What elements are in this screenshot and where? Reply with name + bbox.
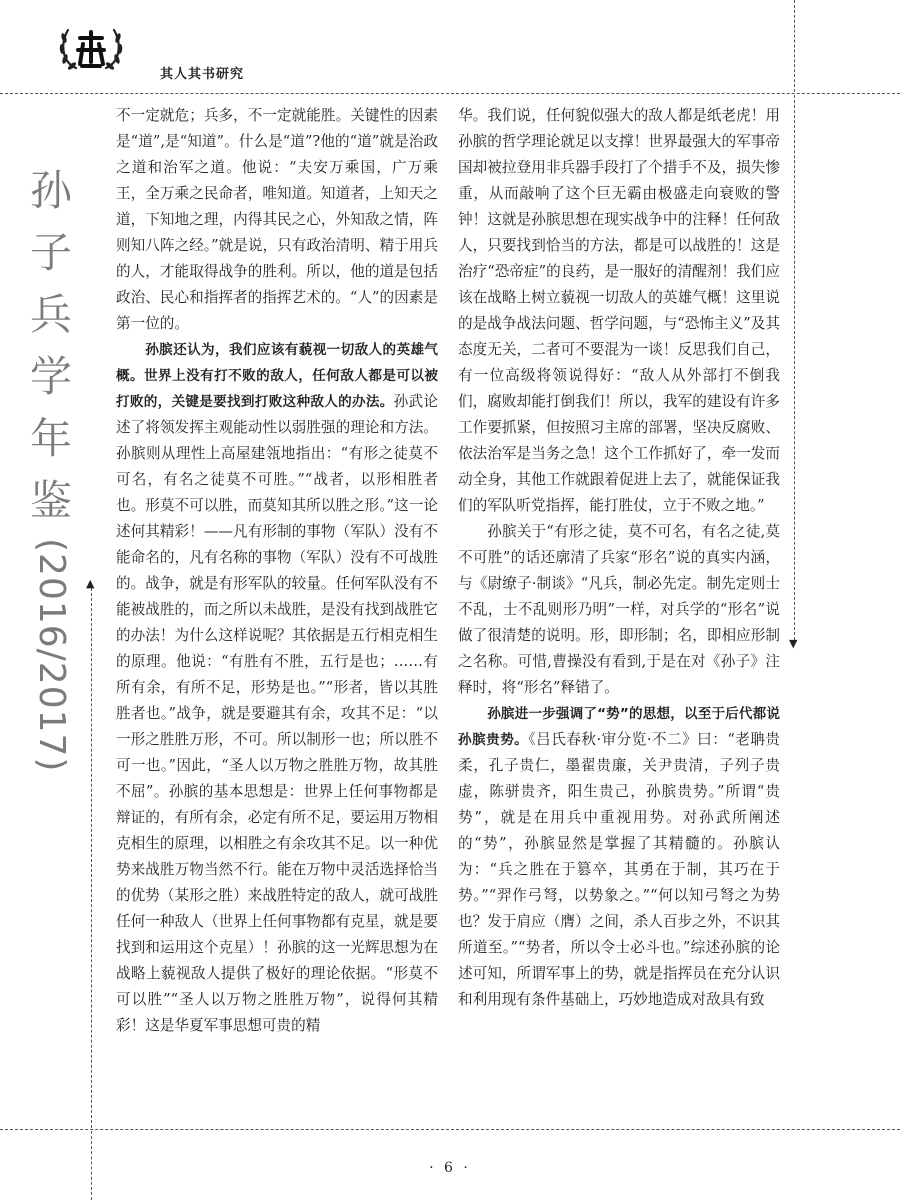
emphasis-text: 孙膑还认为，我们应该有藐视一切敌人的英雄气概。世界上没有打不败的敌人，任何敌人都是可以被打败的，关键是要找到打败这种敌人的办法。 (116, 342, 438, 410)
paragraph-text: 孙武论述了将领发挥主观能动性以弱胜强的理论和方法。孙膑则从理性上高屋建瓴地指出：“有形之徒莫不可名，有名之徒莫不可胜。”“战者，以形相胜者也。形莫不可以胜，而莫知其所以胜之形。”这一论述何其精彩！——凡有形制的事物（军队）没有不能命名的，凡有名称的事物（军队）没有不可战胜的。战争，就是有形军队的较量。任何军队没有不能被战胜的，而之所以未战胜，是没有找到战胜它的办法！为什么这样说呢？其依据是五行相克相生的原理。他说：“有胜有不胜，五行是也；……有所有余，有所不足，形势是也。”“形者，皆以其胜胜者也。”战争，就是要避其有余，攻其不足：“以一形之胜胜万形，不可。所以制形一也；所以胜不可一也。”因此，“圣人以万物之胜胜万物，故其胜不屈”。孙膑的基本思想是：世界上任何事物都是辩证的，有所有余，必定有所不足，要运用万物相克相生的原理，以相胜之有余攻其不足。以一种优势来战胜万物当然不行。能在万物中灵活选择恰当的优势（某形之胜）来战胜特定的敌人，就可战胜任何一种敌人（世界上任何事物都有克星，就是要找到和运用这个克星）！孙膑的这一光辉思想为在战略上藐视敌人提供了极好的理论依据。“形莫不可以胜”“圣人以万物之胜胜万物”，说得何其精彩！这是华夏军事思想可贵的精 (116, 393, 438, 1034)
paragraph (116, 337, 438, 1039)
header-dashed-rule (0, 93, 900, 94)
paragraph: 孙膑关于“有形之徒，莫不可名，有名之徒,莫不可胜”的话还廓清了兵家“形名”说的真实内涵，与《尉缭子·制谈》“凡兵，制必先定。制先定则士不乱，士不乱则形乃明”一样，对兵学的“形名”说做了很清楚的说明。形，即形制；名，即相应形制之名称。可惜,曹操没有看到,于是在对《孙子》注释时，将“形名”释错了。 (458, 523, 780, 696)
text-column-left (116, 103, 438, 1039)
up-arrow-icon: ▲ (86, 577, 95, 590)
yearbook-vertical-title (26, 160, 76, 772)
section-title: 其人其书研究 (160, 67, 245, 82)
yearbook-title-year: (2016/2017) (31, 538, 72, 773)
paragraph (458, 701, 780, 1013)
paragraph-text: 《吕氏春秋·审分览·不二》曰：“老聃贵柔，孔子贵仁，墨翟贵廉，关尹贵清，子列子贵虚，陈骈贵齐，阳生贵己，孙膑贵势。”所谓“贵势”，就是在用兵中重视用势。对孙武所阐述的“势”，孙膑显然是掌握了其精髓的。孙膑认为：“兵之胜在于篡卒，其勇在于制，其巧在于势。”“羿作弓弩，以势象之。”“何以知弓弩之为势也？发于肩应（膺）之间，杀人百步之外，不识其所道至。”“势者，所以令士必斗也。”综述孙膑的论述可知，所谓军事上的势，就是指挥员在充分认识和利用现有条件基础上，巧妙地造成对敌具有致 (458, 731, 781, 1008)
paragraph: 不一定就危；兵多，不一定就能胜。关键性的因素是“道”,是“知道”。什么是“道”?他的“道”就是治政之道和治军之道。他说：“夫安万乘国，广万乘王，全万乘之民命者，唯知道。知道者，上知天之道，下知地之理，内得其民之心，外知敌之情，阵则知八阵之经。”就是说，只有政治清明、精于用兵的人，才能取得战争的胜利。所以，他的道是包括政治、民心和指挥者的指挥艺术的。“人”的因素是第一位的。 (116, 107, 438, 332)
left-dashed-guide (91, 588, 92, 1128)
yearbook-title-chars: 孙子兵学年鉴 (29, 166, 72, 525)
laurel-logo-icon (56, 22, 126, 74)
page-number: · 6 · (429, 1160, 471, 1176)
paragraph: 华。我们说，任何貌似强大的敌人都是纸老虎！用孙膑的哲学理论就足以支撑！世界最强大的军事帝国却被拉登用非兵器手段打了个措手不及，损失惨重，从而敲响了这个巨无霸由极盛走向衰败的警钟！这就是孙膑思想在现实战争中的注释！任何敌人，只要找到恰当的方法，都是可以战胜的！这是治疗“恐帝症”的良药，是一服好的清醒剂！我们应该在战略上树立藐视一切敌人的英雄气概！这里说的是战争战法问题、哲学问题，与“恐怖主义”及其态度无关，二者可不要混为一谈！反思我们自己，有一位高级将领说得好：“敌人从外部打不倒我们，腐败却能打倒我们！所以，我军的建设有许多工作要抓紧，但按照习主席的部署，坚决反腐败、依法治军是当务之急！这个工作抓好了，牵一发而动全身，其他工作就跟着促进上去了，就能保证我们的军队听党指挥，能打胜仗，立于不败之地。” (458, 107, 780, 514)
down-arrow-icon: ▼ (789, 637, 798, 650)
right-dashed-guide (794, 95, 795, 640)
top-right-dashed-guide (794, 0, 795, 92)
footer-dashed-rule (0, 1129, 900, 1130)
text-column-right (458, 103, 780, 1013)
emphasis-text: 孙膑进一步强调了“势”的思想，以至于后代都说孙膑贵势。 (458, 706, 780, 748)
